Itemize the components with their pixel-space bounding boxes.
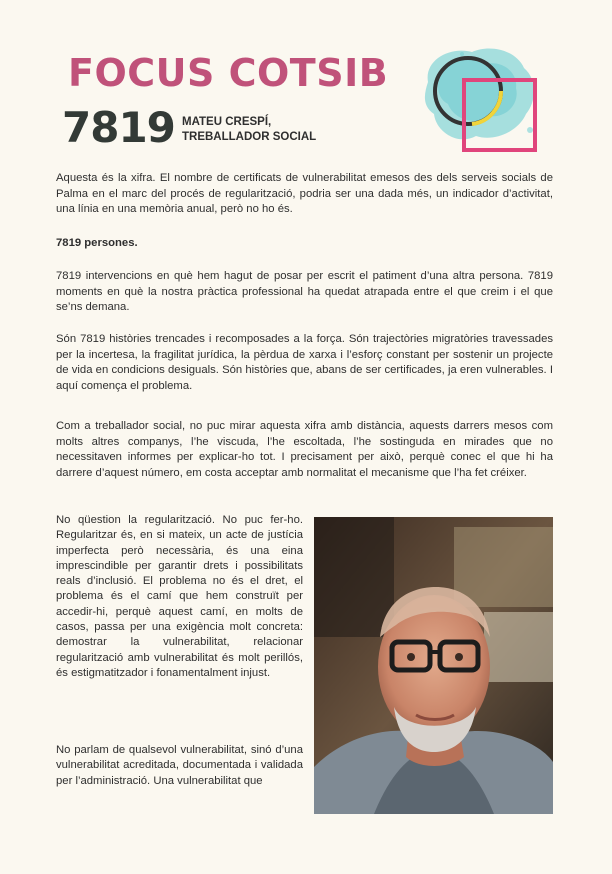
publication-title: FOCUS COTSIB [68, 51, 389, 95]
paragraph-regularization: No qüestion la regularització. No puc fer-ho. Regularitzar és, en si mateix, un acte de justícia imperfecta però necessària, és una eina imprescindible per garantir drets i possibilitats reals d’inclusió. El problema no és el dret, el problema és el camí que hem construït per accedir-hi, perquè aquest camí, en molts de casos, passa per una exigència molt concreta: demostrar la vulnerabilitat, relacionar regularització amb vulnerabilitat és molt perillós, és estigmatitzador i fonamentalment injust. [56, 514, 303, 679]
paragraph-social-worker: Com a treballador social, no puc mirar aquesta xifra amb distància, aquests darrers mesos com molts altres companys, l’he viscuda, l’he escoltada, l’he sostinguda en mirades que no necessitaven informes per explicar-ho tot. I precisament per això, perquè conec el que hi ha darrere d’aquest número, em costa acceptar amb normalitat el mecanisme que l’ha fet créixer. [56, 420, 553, 479]
author-role: TREBALLADOR SOCIAL [182, 131, 317, 143]
paragraph-emphasis: 7819 persones. [56, 237, 138, 249]
paragraph-interventions: 7819 intervencions en què hem hagut de posar per escrit el patiment d’una altra persona. 7819 moments en què la nostra pràctica professional ha quedat atrapada entre el que creim i el que se’ns demana. [56, 270, 553, 314]
headline-number: 7819 [62, 103, 175, 152]
watercolor-circle-square-logo-icon [420, 42, 542, 154]
paragraph-stories: Són 7819 històries trencades i recomposades a la força. Són trajectòries migratòries travessades per la incertesa, la fragilitat jurídica, la pèrdua de xarxa i l’esforç constant per sostenir un projecte de vida en condicions desiguals. Són històries que, abans de ser certificades, ja eren vulnerables. I aquí comença el problema. [56, 333, 553, 392]
paragraph-vulnerability: No parlam de qualsevol vulnerabilitat, sinó d’una vulnerabilitat acreditada, documentada i validada per l’administració. Una vulnerabilitat que [56, 744, 303, 787]
paragraph-intro: Aquesta és la xifra. El nombre de certificats de vulnerabilitat emesos des dels serveis socials de Palma en el marc del procés de regularització, podria ser una dada més, un indicador d’activitat, una línia en una memòria anual, però no ho és. [56, 172, 553, 216]
author-name: MATEU CRESPÍ, [182, 116, 272, 128]
author-byline [182, 115, 316, 145]
author-portrait-photo [314, 517, 553, 814]
